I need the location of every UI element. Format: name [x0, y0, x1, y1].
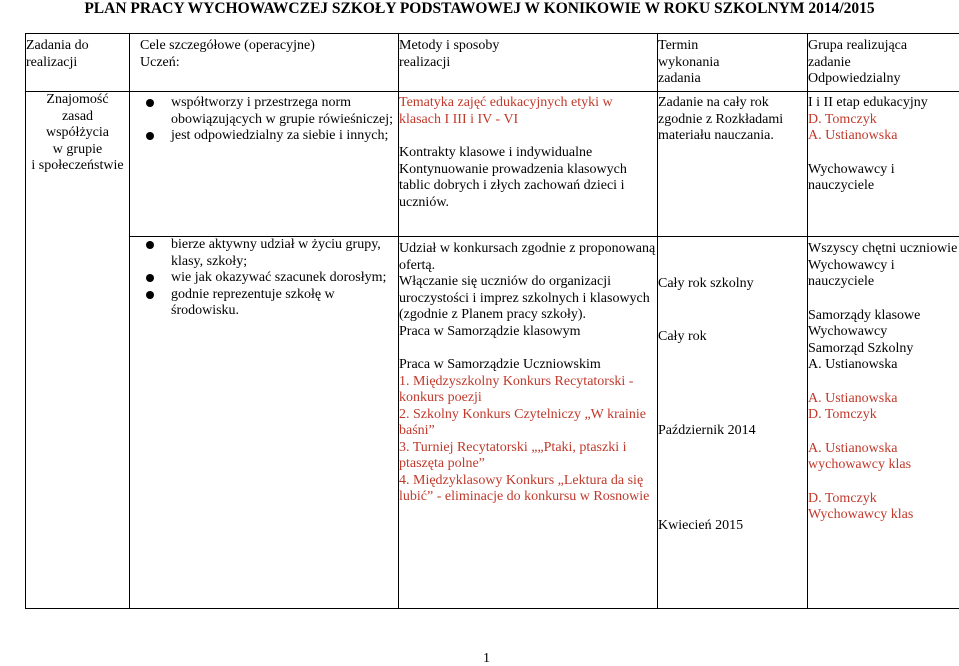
group-text: A. Ustianowska [808, 391, 959, 408]
group-text: Wychowawcy i nauczyciele [808, 258, 959, 291]
methods-text: Udział w konkursach zgodnie z proponowaną ofertą. [399, 241, 657, 274]
term-cell [658, 92, 808, 237]
group-text: A. Ustianowska [808, 441, 959, 458]
header-term-line3: zadania [658, 71, 807, 88]
header-term [658, 34, 808, 92]
group-cell [808, 92, 959, 237]
methods-text: 2. Szkolny Konkurs Czytelniczy „W krainie baśni” [399, 407, 657, 440]
list-item [130, 128, 398, 145]
term-text: Zadanie na cały rok zgodnie z Rozkładami materiału nauczania. [658, 95, 807, 145]
group-text: Wychowawcy [808, 324, 959, 341]
list-item [130, 270, 398, 287]
header-row [26, 34, 959, 92]
group-text: A. Ustianowska [808, 357, 959, 374]
goal-text: wie jak okazywać szacunek dorosłym; [171, 270, 386, 285]
methods-text: Kontrakty klasowe i indywidualne [399, 145, 657, 162]
task-cell [26, 92, 130, 609]
header-term-line2: wykonania [658, 55, 807, 72]
methods-text: Włączanie się uczniów do organizacji uroczystości i imprez szkolnych i klasowych (zgodnie z Planem pracy szkoły). [399, 274, 657, 324]
methods-text: 4. Międzyklasowy Konkurs „Lektura da się lubić” - eliminacje do konkursu w Rosnowie [399, 473, 657, 506]
group-text: D. Tomczyk [808, 491, 959, 508]
methods-text: Tematyka zajęć edukacyjnych etyki w klasach I III i IV - VI [399, 95, 657, 128]
list-item [130, 237, 398, 270]
group-text: Samorząd Szkolny [808, 341, 959, 358]
group-text: A. Ustianowska [808, 128, 959, 145]
bullet-icon [146, 99, 154, 107]
header-tasks-line1: Zadania do [26, 38, 129, 55]
methods-cell [399, 237, 658, 609]
group-cell [808, 237, 959, 609]
list-item [130, 287, 398, 320]
header-group-line2: zadanie [808, 55, 959, 72]
methods-text: 1. Międzyszkolny Konkurs Recytatorski - konkurs poezji [399, 374, 657, 407]
header-methods [399, 34, 658, 92]
group-text: Wychowawcy klas [808, 507, 959, 524]
goal-text: godnie reprezentuje szkołę w środowisku. [171, 287, 335, 319]
page-number: 1 [0, 652, 959, 666]
term-text: Cały rok [658, 329, 807, 346]
table-row [26, 92, 959, 237]
group-text: Wychowawcy i nauczyciele [808, 162, 959, 195]
task-line: i społeczeństwie [26, 158, 129, 175]
header-group-line3: Odpowiedzialny [808, 71, 959, 88]
bullet-icon [146, 274, 154, 282]
goals-cell [130, 92, 399, 237]
methods-cell [399, 92, 658, 237]
goal-text: jest odpowiedzialny za siebie i innych; [171, 128, 388, 143]
term-text: Cały rok szkolny [658, 276, 807, 293]
bullet-icon [146, 132, 154, 140]
header-tasks [26, 34, 130, 92]
group-text: D. Tomczyk [808, 407, 959, 424]
header-goals-line1: Cele szczegółowe (operacyjne) [140, 38, 398, 55]
header-group [808, 34, 959, 92]
plan-table [25, 33, 959, 609]
methods-text: 3. Turniej Recytatorski „„Ptaki, ptaszki i ptaszęta polne” [399, 440, 657, 473]
bullet-icon [146, 241, 154, 249]
goals-list [130, 237, 398, 320]
group-text: D. Tomczyk [808, 112, 959, 129]
header-methods-line2: realizacji [399, 55, 657, 72]
goals-cell [130, 237, 399, 609]
header-term-line1: Termin [658, 38, 807, 55]
header-group-line1: Grupa realizująca [808, 38, 959, 55]
term-text: Październik 2014 [658, 423, 807, 440]
methods-text: Praca w Samorządzie Uczniowskim [399, 357, 657, 374]
term-text: Kwiecień 2015 [658, 518, 807, 535]
header-methods-line1: Metody i sposoby [399, 38, 657, 55]
header-goals [130, 34, 399, 92]
group-text: Samorządy klasowe [808, 308, 959, 325]
page-title: PLAN PRACY WYCHOWAWCZEJ SZKOŁY PODSTAWOWEJ W KONIKOWIE W ROKU SZKOLNYM 2014/2015 [0, 0, 959, 20]
bullet-icon [146, 291, 154, 299]
table-row [26, 237, 959, 609]
task-line: w grupie [26, 142, 129, 159]
group-text: Wszyscy chętni uczniowie [808, 241, 959, 258]
task-line: Znajomość [26, 92, 129, 109]
goals-list [130, 95, 398, 145]
group-text: wychowawcy klas [808, 457, 959, 474]
goal-text: bierze aktywny udział w życiu grupy, klasy, szkoły; [171, 237, 381, 269]
header-tasks-line2: realizacji [26, 55, 129, 72]
header-goals-line2: Uczeń: [140, 55, 398, 72]
methods-text: Kontynuowanie prowadzenia klasowych tablic dobrych i złych zachowań dzieci i uczniów. [399, 162, 657, 212]
term-cell [658, 237, 808, 609]
group-text: I i II etap edukacyjny [808, 95, 959, 112]
list-item [130, 95, 398, 128]
task-line: współżycia [26, 125, 129, 142]
goal-text: współtworzy i przestrzega norm obowiązujących w grupie rówieśniczej; [171, 95, 393, 127]
task-line: zasad [26, 109, 129, 126]
methods-text: Praca w Samorządzie klasowym [399, 324, 657, 341]
